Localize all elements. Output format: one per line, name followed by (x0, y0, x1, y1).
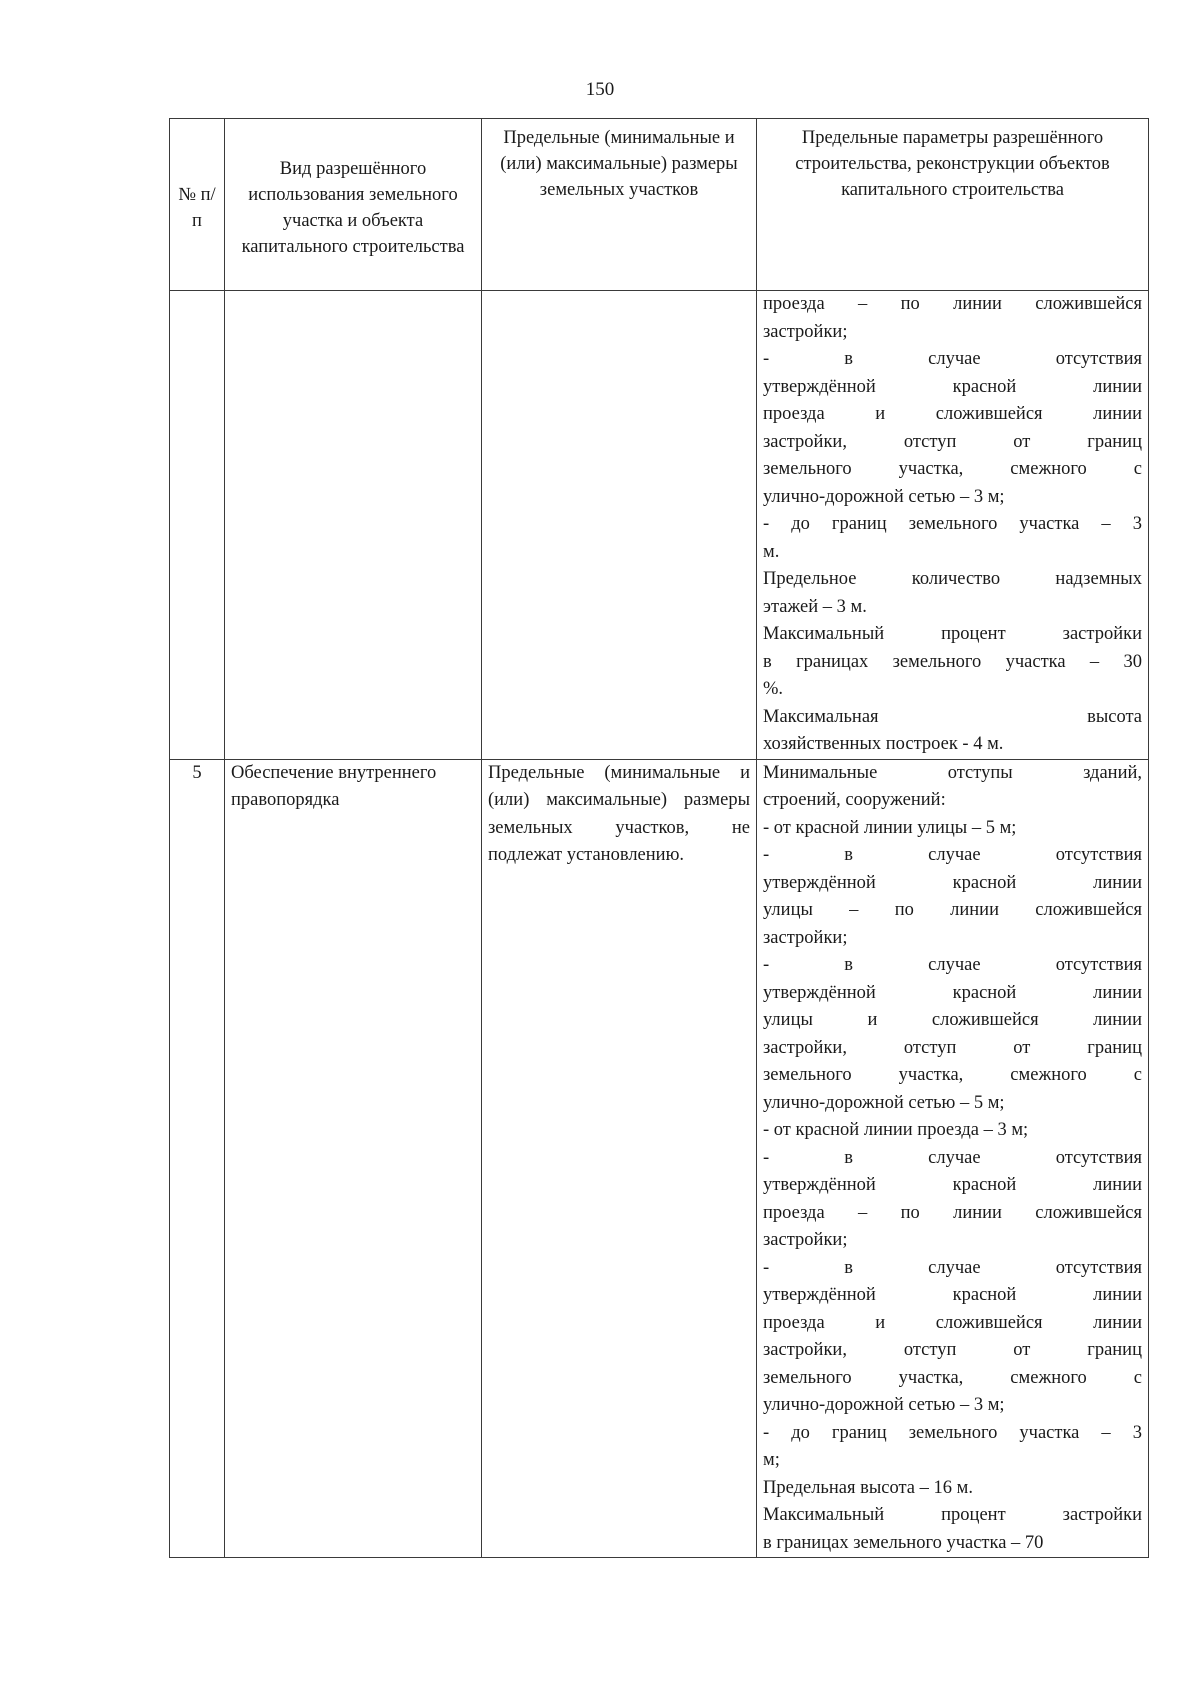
params-line: - в случае отсутствия (763, 955, 1142, 975)
params-line: Предельное количество надземных (763, 569, 1142, 589)
header-size: Предельные (минимальные и (или) максимальные) размеры земельных участков (482, 119, 757, 291)
params-line: утверждённой красной линии (763, 1175, 1142, 1195)
row-use: Обеспечение внутреннего правопорядка (225, 759, 482, 1558)
row-size: Предельные (минимальные и (или) максимальные) размеры земельных участков, не подлежат установлению. (482, 759, 757, 1558)
params-line: улицы – по линии сложившейся (763, 900, 1142, 920)
params-lines (763, 760, 1142, 1558)
page-number: 150 (585, 79, 615, 100)
params-line: проезда и сложившейся линии (763, 404, 1142, 424)
header-num: № п/п (170, 119, 225, 291)
params-line: улично-дорожной сетью – 5 м; (763, 1092, 1005, 1113)
params-lines (763, 291, 1142, 759)
params-line: застройки; (763, 1230, 848, 1250)
params-line: улично-дорожной сетью – 3 м; (763, 1395, 1005, 1415)
params-line: улично-дорожной сетью – 3 м; (763, 486, 1005, 507)
params-line: застройки, отступ от границ (763, 1037, 1142, 1058)
params-line: застройки, отступ от границ (763, 431, 1142, 452)
regulations-table (169, 118, 1149, 1558)
params-line: утверждённой красной линии (763, 872, 1142, 893)
params-line: - в случае отсутствия (763, 1257, 1142, 1278)
params-line: Минимальные отступы зданий, (763, 762, 1142, 783)
params-line: - до границ земельного участка – 3 (763, 514, 1142, 534)
params-line: застройки; (763, 927, 848, 948)
params-line: застройки, отступ от границ (763, 1340, 1142, 1360)
params-line: Максимальный процент застройки (763, 1505, 1142, 1525)
params-line: - в случае отсутствия (763, 845, 1142, 865)
params-line: %. (763, 679, 784, 699)
params-line: проезда и сложившейся линии (763, 1312, 1142, 1333)
params-line: земельного участка, смежного с (763, 459, 1142, 479)
params-line: утверждённой красной линии (763, 376, 1142, 397)
header-use: Вид разрешённого использования земельного участка и объекта капитального строительства (225, 119, 482, 291)
params-line: - от красной линии улицы – 5 м; (763, 817, 1017, 838)
table-header-row (170, 119, 1149, 291)
row-use (225, 291, 482, 760)
params-line: улицы и сложившейся линии (763, 1010, 1142, 1030)
params-line: строений, сооружений: (763, 790, 946, 810)
params-line: Максимальный процент застройки (763, 624, 1142, 644)
params-line: проезда – по линии сложившейся (763, 294, 1142, 314)
params-line: в границах земельного участка – 70 (763, 1532, 1044, 1553)
params-line: - в случае отсутствия (763, 349, 1142, 369)
row-num (170, 291, 225, 760)
params-line: - от красной линии проезда – 3 м; (763, 1120, 1029, 1140)
row-params (757, 291, 1149, 760)
params-line: утверждённой красной линии (763, 1285, 1142, 1305)
params-line: Максимальная высота (763, 706, 1142, 727)
row-params (757, 759, 1149, 1558)
params-line: хозяйственных построек - 4 м. (763, 734, 1004, 754)
params-line: застройки; (763, 321, 848, 342)
table-row (170, 759, 1149, 1558)
params-line: м; (763, 1450, 780, 1470)
table-row (170, 291, 1149, 760)
params-line: - в случае отсутствия (763, 1147, 1142, 1168)
row-size (482, 291, 757, 760)
params-line: утверждённой красной линии (763, 982, 1142, 1003)
params-line: Предельная высота – 16 м. (763, 1477, 973, 1498)
params-line: земельного участка, смежного с (763, 1367, 1142, 1388)
params-line: этажей – 3 м. (763, 596, 867, 617)
params-line: в границах земельного участка – 30 (763, 651, 1142, 672)
row-num: 5 (170, 759, 225, 1558)
params-line: проезда – по линии сложившейся (763, 1202, 1142, 1223)
params-line: земельного участка, смежного с (763, 1065, 1142, 1085)
header-params: Предельные параметры разрешённого строительства, реконструкции объектов капитального строительства (757, 119, 1149, 291)
params-line: м. (763, 541, 780, 562)
params-line: - до границ земельного участка – 3 (763, 1422, 1142, 1443)
